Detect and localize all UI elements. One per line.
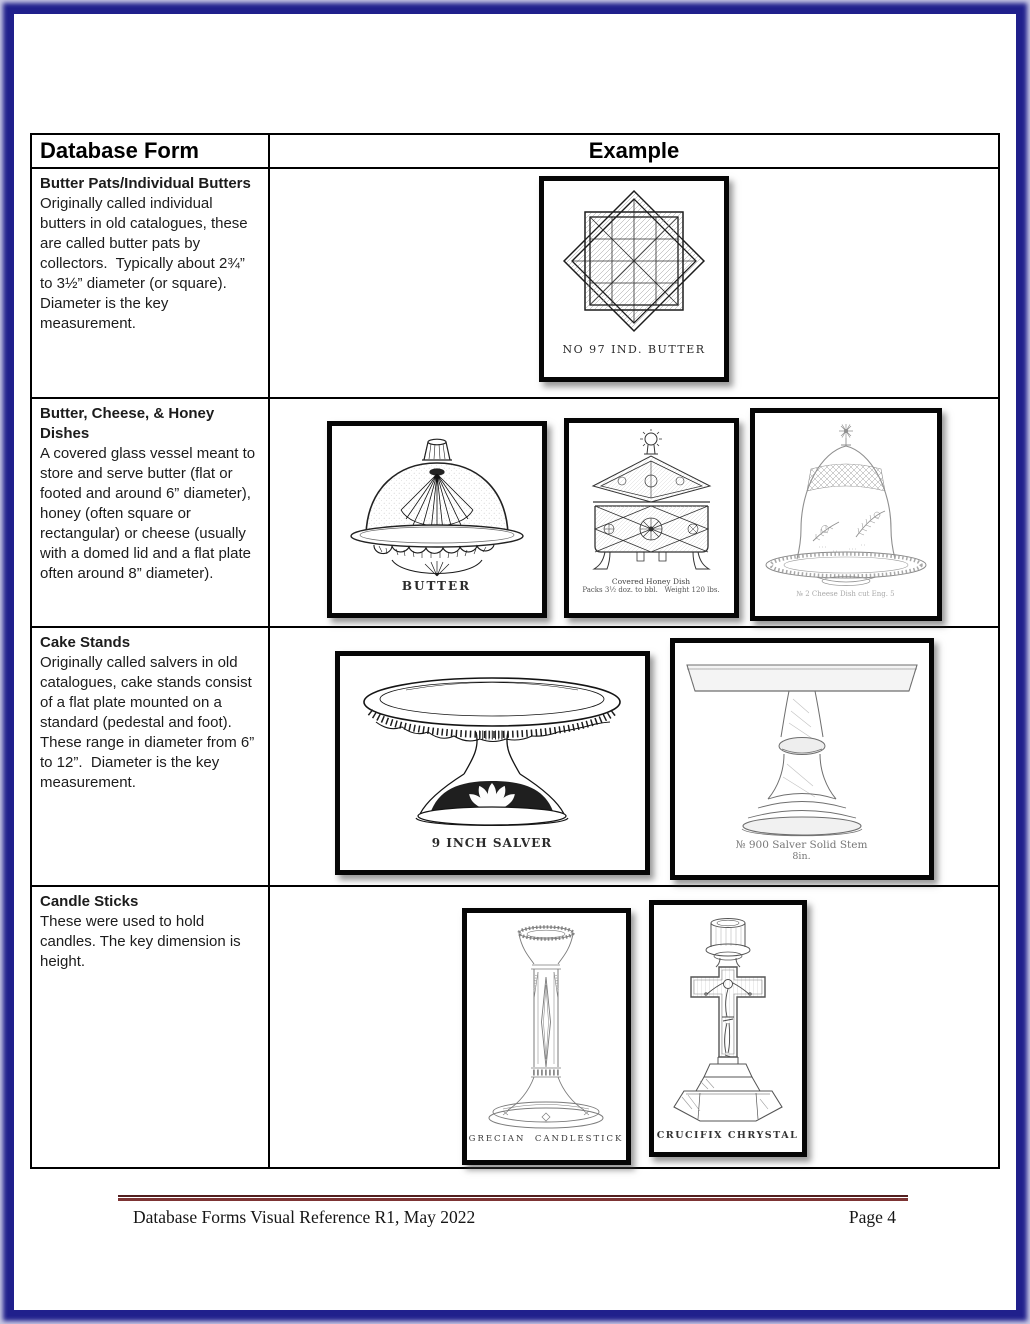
- grecian-candlestick-figure: [462, 908, 631, 1165]
- honey-dish-figure: [564, 418, 739, 618]
- salver-900-drawing: [681, 649, 923, 837]
- salver-9inch-drawing: [346, 662, 639, 834]
- column-header-database-form: Database Form: [32, 135, 270, 167]
- figure-caption: 9 INCH SALVER: [431, 836, 553, 850]
- candle-sticks-description-cell: [32, 887, 270, 1167]
- crucifix-candlestick-figure: [649, 900, 807, 1157]
- table-header-row: [32, 135, 998, 167]
- honey-dish-drawing: [575, 428, 728, 576]
- row-title: Cake Stands: [40, 634, 131, 651]
- figure-caption: BUTTER: [401, 579, 472, 593]
- crucifix-candlestick-drawing: [660, 911, 796, 1127]
- reference-table: [30, 133, 1000, 1169]
- footer-page-number: Page 4: [848, 1207, 896, 1227]
- figure-caption: CRUCIFIX CHRYSTAL: [656, 1130, 799, 1141]
- butter-pat-figure: [539, 176, 729, 382]
- cake-stands-example-cell: [270, 628, 998, 885]
- cheese-dish-drawing: [761, 419, 931, 589]
- butter-pats-description-cell: [32, 169, 270, 397]
- row-body: These were used to hold candles. The key dimension is height.: [40, 913, 245, 970]
- grecian-candlestick-drawing: [473, 919, 620, 1131]
- page-footer: [118, 1195, 908, 1228]
- figure-caption: № 2 Cheese Dish cut Eng. 5: [796, 590, 895, 598]
- table-row: [32, 397, 998, 626]
- footer-rule-top: [118, 1195, 908, 1197]
- figure-caption: GRECIAN CANDLESTICK: [468, 1134, 624, 1144]
- row-title: Candle Sticks: [40, 893, 139, 910]
- row-body: A covered glass vessel meant to store and serve butter (flat or footed and around 6” diameter), honey (often square or rectangular) or cheese (usually with a domed lid and a flat plate often around 8” diameter).: [40, 445, 260, 582]
- footer-document-title: Database Forms Visual Reference R1, May 2022: [133, 1207, 476, 1227]
- column-header-example: Example: [588, 138, 680, 163]
- figure-caption: NO 97 IND. BUTTER: [562, 343, 706, 356]
- salver-900-figure: [670, 638, 934, 880]
- salver-9inch-figure: [335, 651, 650, 875]
- figure-caption: Covered Honey Dish: [611, 577, 691, 586]
- table-row: [32, 167, 998, 397]
- butter-pat-star-drawing: [550, 189, 718, 341]
- row-body: Originally called individual butters in old catalogues, these are called butter pats by collectors. Typically about 2¾” to 3½” diameter (or square). Diameter is the key measurement.: [40, 195, 252, 332]
- table-row: [32, 885, 998, 1167]
- table-row: [32, 626, 998, 885]
- figure-caption-line2: 8in.: [792, 851, 811, 862]
- row-body: Originally called salvers in old catalogues, cake stands consist of a flat plate mounted on a standard (pedestal and foot). These range in diameter from 6” to 12”. Diameter is the key measurement.: [40, 654, 259, 791]
- figure-caption-line2: Packs 3½ doz. to bbl. Weight 120 lbs.: [582, 586, 720, 594]
- butter-pats-example-cell: [270, 169, 998, 397]
- butter-dish-drawing: [338, 432, 536, 578]
- row-title: Butter Pats/Individual Butters: [40, 175, 251, 192]
- butter-cheese-honey-example-cell: [270, 399, 998, 626]
- butter-dish-figure: [327, 421, 547, 618]
- row-title: Butter, Cheese, & Honey Dishes: [40, 405, 219, 442]
- candle-sticks-example-cell: [270, 887, 998, 1167]
- figure-caption: № 900 Salver Solid Stem: [735, 839, 868, 851]
- butter-cheese-honey-description-cell: [32, 399, 270, 626]
- cake-stands-description-cell: [32, 628, 270, 885]
- cheese-dish-figure: [750, 408, 942, 621]
